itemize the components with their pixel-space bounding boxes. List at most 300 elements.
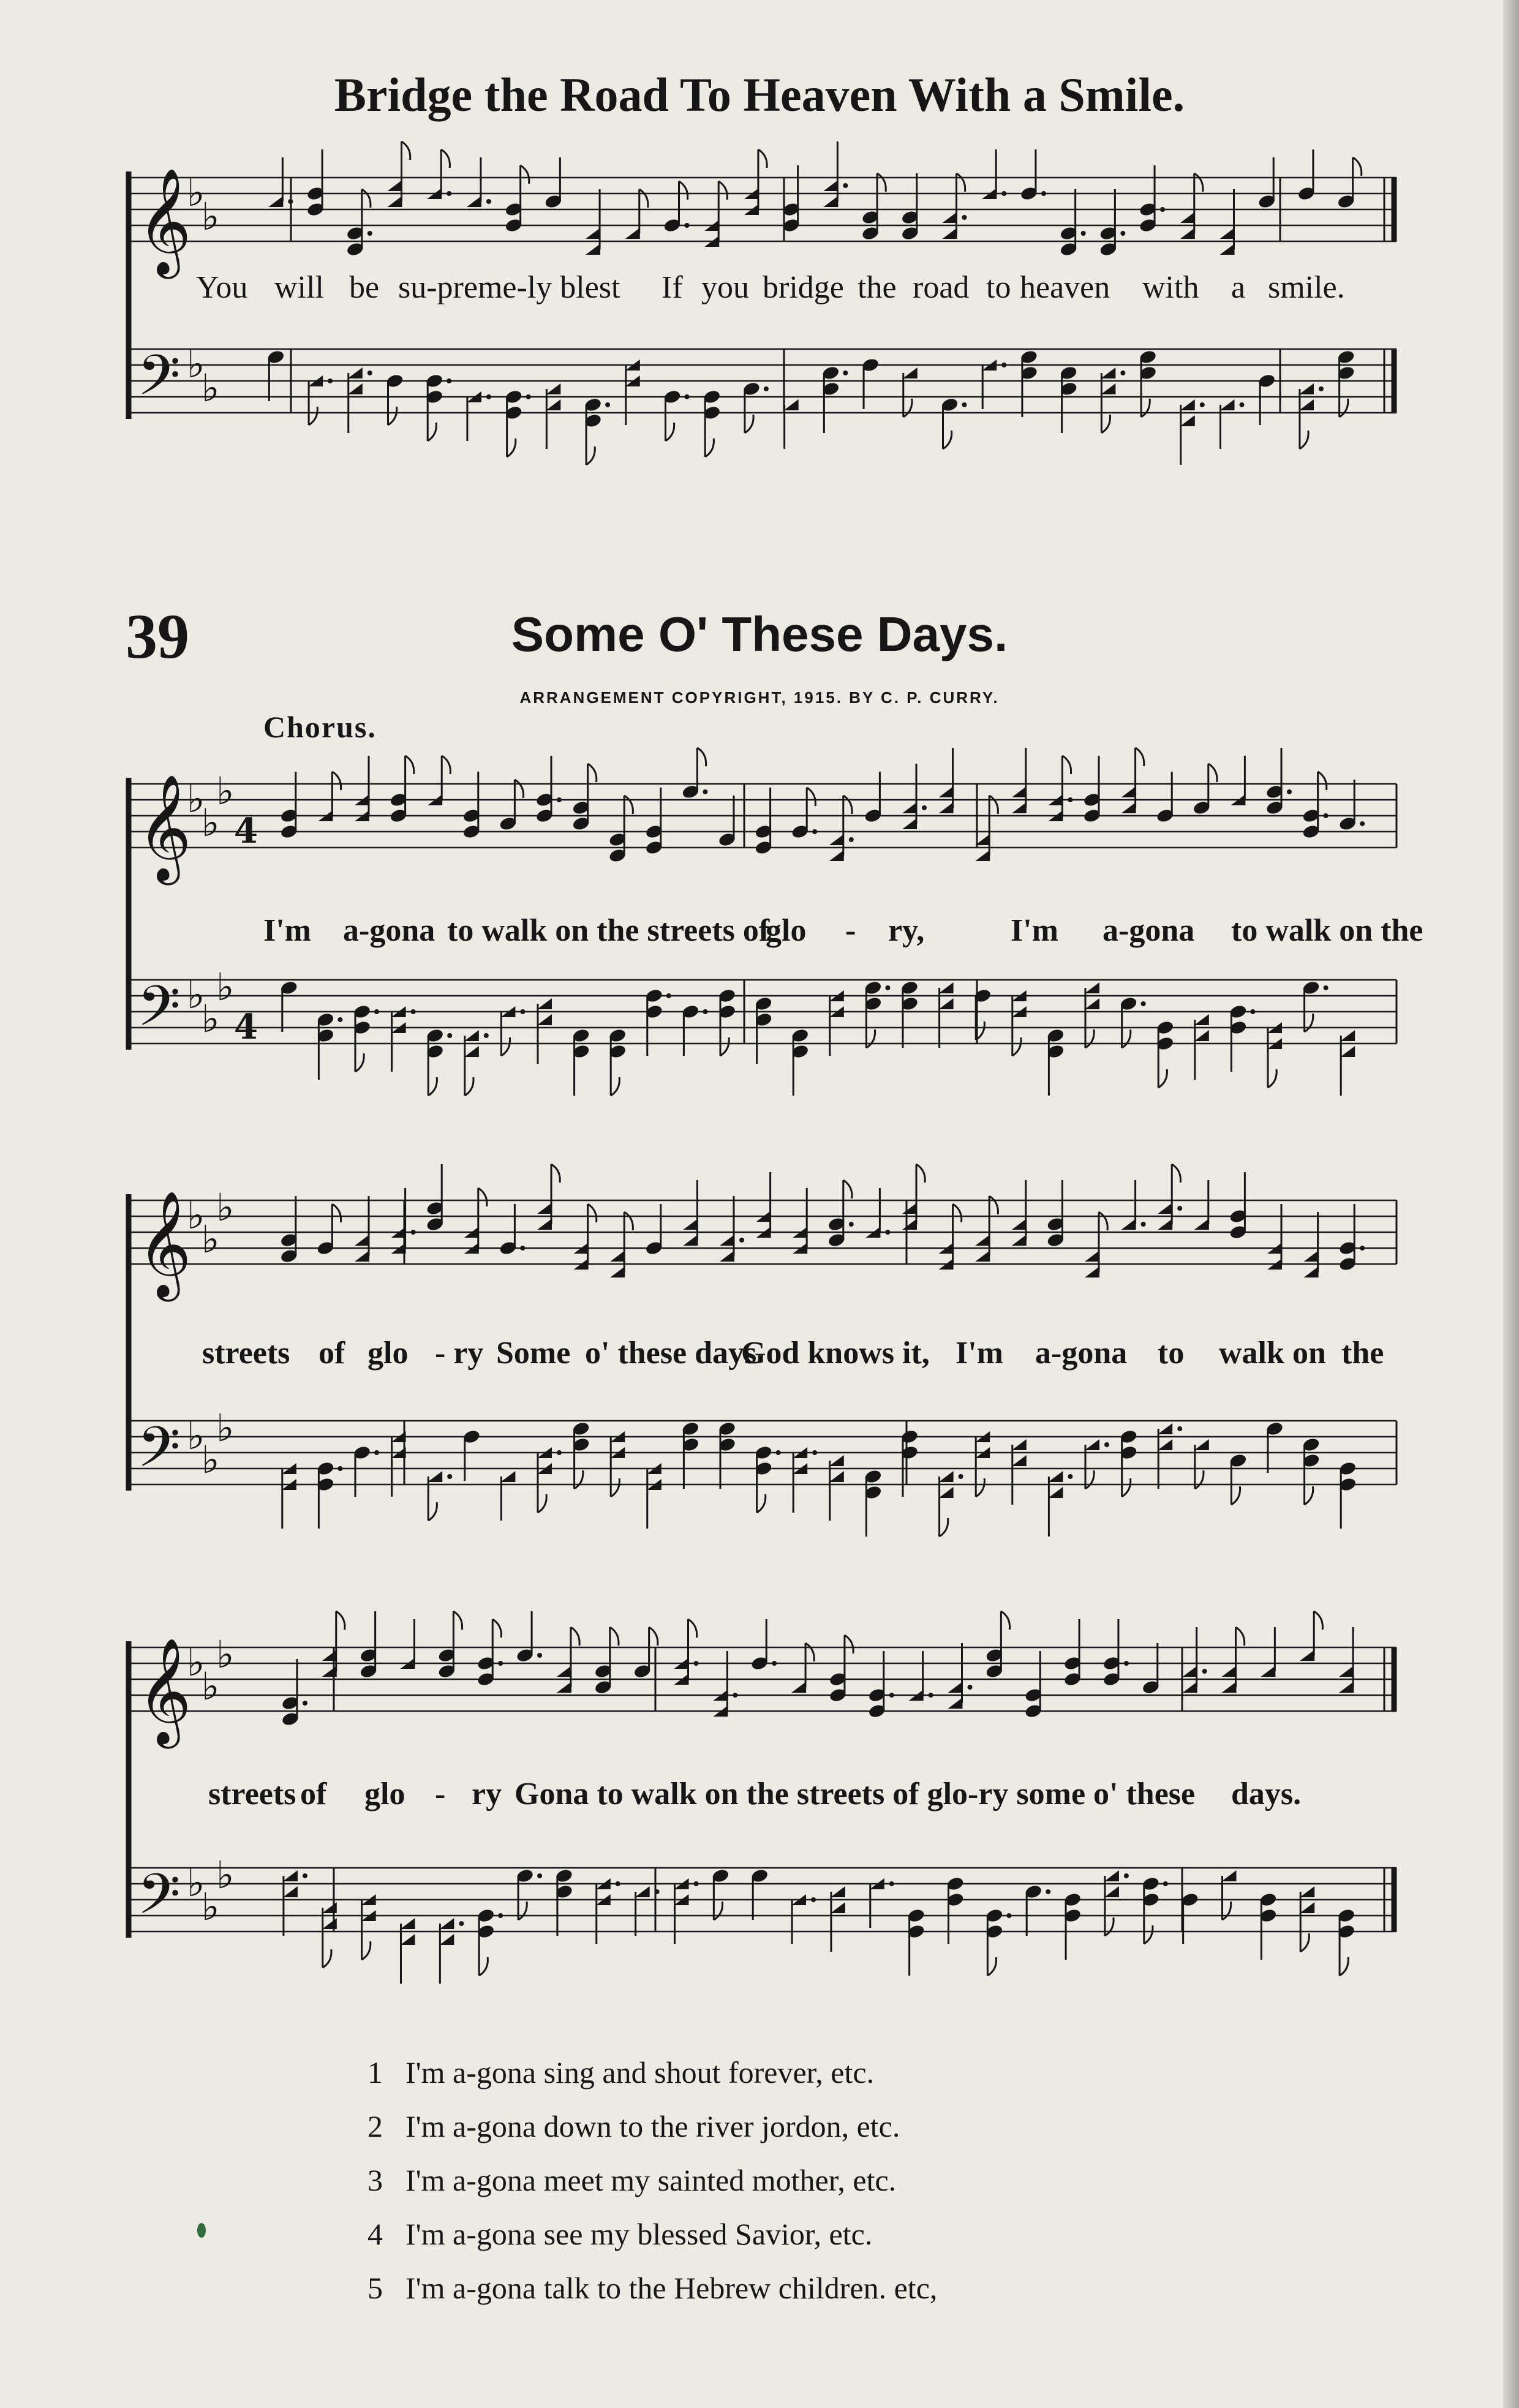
note-head <box>1183 1666 1197 1677</box>
dot <box>1068 797 1072 802</box>
music-system-3 <box>116 1176 1409 1556</box>
lyric-syllable: walk <box>1219 1336 1284 1371</box>
note-flag <box>336 1611 345 1630</box>
dot <box>889 1693 894 1698</box>
lyric-syllable: on <box>1292 1336 1326 1371</box>
dot <box>486 394 491 399</box>
note-flag <box>1158 1069 1167 1088</box>
flat-sign-icon: ♭ <box>187 1193 205 1238</box>
flat-sign-icon: ♭ <box>187 1640 205 1685</box>
note-head <box>902 1203 917 1214</box>
dot <box>1041 191 1046 196</box>
note-head <box>720 1235 734 1246</box>
note-head <box>1158 1423 1172 1434</box>
dot <box>1200 402 1205 407</box>
lyric-syllable: a-gona <box>343 913 435 948</box>
note-flag <box>405 756 414 774</box>
note-head <box>1012 802 1027 813</box>
lyric-syllable: a-gona <box>1035 1336 1128 1371</box>
note-head <box>1085 1439 1099 1450</box>
dot <box>811 1897 816 1902</box>
lyric-syllable: the <box>858 270 897 305</box>
note-head <box>537 998 552 1009</box>
flat-sign-icon: ♭ <box>187 973 205 1017</box>
note-head <box>467 196 481 207</box>
note-flag <box>1195 1470 1204 1489</box>
note-head <box>1194 1014 1209 1025</box>
dot <box>447 191 451 196</box>
lyric-syllable: to walk on the streets of <box>447 913 770 948</box>
note-head <box>401 1934 415 1945</box>
note-head <box>902 1219 917 1230</box>
dot <box>411 1230 416 1235</box>
dot <box>1360 821 1365 826</box>
dot <box>288 199 293 204</box>
note-flag <box>521 165 529 184</box>
note-flag <box>757 1494 766 1513</box>
note-flag <box>989 796 998 814</box>
treble-clef-icon: 𝄞 <box>137 168 192 274</box>
flat-sign-icon: ♭ <box>216 965 235 1009</box>
dot <box>1124 1873 1129 1878</box>
note-flag <box>624 1212 633 1230</box>
lyric-syllable: will <box>274 270 324 305</box>
lyric-syllable: smile. <box>1268 270 1345 305</box>
note-head <box>1121 802 1136 813</box>
dot <box>1120 231 1125 236</box>
dot <box>374 1009 379 1014</box>
note-flag <box>551 1164 560 1183</box>
note-head <box>401 1918 415 1929</box>
flat-sign-icon: ♭ <box>216 1853 235 1897</box>
note-flag <box>479 1957 488 1976</box>
note-head <box>939 1471 954 1482</box>
dot <box>849 1222 854 1227</box>
dot <box>447 378 451 383</box>
note-flag <box>807 788 815 806</box>
hymn-number: 39 <box>126 601 189 672</box>
note-flag <box>1136 748 1144 766</box>
dot <box>526 394 531 399</box>
note-head <box>902 818 917 829</box>
treble-clef-icon: 𝄞 <box>137 1191 192 1297</box>
section-label: Chorus. <box>263 710 377 744</box>
verse-text: I'm a-gona sing and shout forever, etc. <box>405 2055 875 2090</box>
note-flag <box>428 1077 437 1096</box>
note-head <box>823 196 838 207</box>
note-flag <box>1305 1014 1313 1032</box>
note-flag <box>843 796 852 814</box>
note-flag <box>718 181 727 200</box>
note-flag <box>877 173 886 192</box>
note-flag <box>402 141 410 160</box>
lyric-syllable: road <box>913 270 970 305</box>
copyright-notice: ARRANGEMENT COPYRIGHT, 1915. BY C. P. CURRY. <box>519 688 1000 707</box>
note-flag <box>1300 1933 1309 1952</box>
note-head <box>1121 786 1136 797</box>
lyric-syllable: glo <box>368 1336 409 1371</box>
lyric-syllable: you <box>701 270 749 305</box>
dot <box>1177 1426 1182 1431</box>
verse-number: 4 <box>368 2217 383 2251</box>
lyric-syllable: Gona to walk on the streets of glo-ry some o' these <box>514 1777 1196 1812</box>
note-flag <box>1318 772 1327 790</box>
note-head <box>439 1934 454 1945</box>
dot <box>885 985 890 990</box>
flat-sign-icon: ♭ <box>202 1884 220 1929</box>
note-head <box>586 244 600 255</box>
note-head <box>610 1251 625 1262</box>
note-head <box>903 367 918 378</box>
dot <box>885 1230 890 1235</box>
note-flag <box>866 1029 875 1048</box>
note-head <box>939 786 954 797</box>
dot <box>537 1873 542 1878</box>
note-flag <box>575 1470 583 1489</box>
note-flag <box>465 1077 473 1096</box>
flat-sign-icon: ♭ <box>202 1217 220 1262</box>
note-head <box>829 1471 844 1482</box>
note-head <box>546 399 560 410</box>
dot <box>1068 1474 1072 1479</box>
dot <box>328 378 333 383</box>
note-head <box>355 1235 369 1246</box>
treble-clef-icon: 𝄞 <box>137 774 192 881</box>
note-flag <box>571 1627 579 1646</box>
lyric-syllable: su-preme-ly blest <box>398 270 620 305</box>
note-head <box>1304 1266 1319 1277</box>
dot <box>1324 813 1329 818</box>
dot <box>1163 1881 1168 1886</box>
dot <box>685 394 690 399</box>
note-head <box>1194 1219 1209 1230</box>
lyric-syllable: to <box>1158 1336 1185 1371</box>
note-head <box>1180 415 1195 426</box>
note-head <box>1085 982 1099 993</box>
note-head <box>1299 399 1314 410</box>
note-flag <box>916 1164 925 1183</box>
note-head <box>1222 1682 1237 1693</box>
dot <box>1319 386 1324 391</box>
note-flag <box>666 423 674 441</box>
note-flag <box>1268 1069 1276 1088</box>
dot <box>666 993 671 998</box>
note-head <box>388 180 402 191</box>
note-head <box>829 1455 844 1466</box>
note-flag <box>538 1494 546 1513</box>
lyric-syllable: be <box>349 270 380 305</box>
dot <box>1006 1913 1011 1918</box>
verse-line <box>368 2045 937 2099</box>
flat-sign-icon: ♭ <box>202 1437 220 1482</box>
lyric-syllable: If <box>662 270 683 305</box>
ink-speck <box>197 2223 206 2238</box>
note-flag <box>1122 1029 1131 1048</box>
lyric-syllable: streets <box>202 1336 290 1371</box>
note-head <box>1085 1251 1099 1262</box>
lyric-syllable: I'm <box>263 913 311 948</box>
note-head <box>537 1014 552 1025</box>
note-flag <box>1353 157 1362 176</box>
time-signature: 4 <box>234 1007 258 1047</box>
note-head <box>1180 399 1195 410</box>
dot <box>1081 231 1086 236</box>
lyric-syllable: of <box>318 1336 345 1371</box>
note-flag <box>1340 1957 1348 1976</box>
dot <box>703 789 707 794</box>
note-flag <box>514 780 523 798</box>
note-flag <box>1141 399 1150 417</box>
music-system-4 <box>116 1623 1409 2003</box>
note-flag <box>1062 756 1071 774</box>
note-flag <box>501 1037 510 1056</box>
note-flag <box>309 407 317 425</box>
note-flag <box>1236 1627 1245 1646</box>
dot <box>739 1238 744 1243</box>
note-head <box>500 1471 515 1482</box>
note-head <box>1222 1870 1237 1881</box>
note-flag <box>1194 173 1203 192</box>
verse-line <box>368 2099 937 2153</box>
notation-staves <box>116 1623 1409 2003</box>
flat-sign-icon: ♭ <box>202 1664 220 1709</box>
note-head <box>829 834 844 845</box>
note-head <box>1104 1886 1119 1897</box>
dot <box>968 1685 973 1690</box>
dot <box>1250 1009 1255 1014</box>
note-flag <box>1099 1212 1107 1230</box>
verse-text: I'm a-gona meet my sainted mother, etc. <box>405 2163 897 2197</box>
dot <box>1001 191 1006 196</box>
note-flag <box>611 1478 619 1497</box>
flat-sign-icon: ♭ <box>187 1861 205 1905</box>
note-head <box>1085 1266 1099 1277</box>
note-head <box>635 1886 650 1897</box>
note-flag <box>987 1957 996 1976</box>
dot <box>776 1450 781 1455</box>
note-head <box>1220 244 1235 255</box>
note-head <box>1339 1666 1354 1677</box>
note-head <box>610 1266 625 1277</box>
lyric-syllable: - <box>435 1777 446 1812</box>
note-head <box>1339 1682 1354 1693</box>
note-head <box>355 1251 369 1262</box>
note-flag <box>428 423 436 441</box>
note-head <box>1340 1046 1355 1057</box>
note-head <box>1261 1666 1275 1677</box>
verse-number: 1 <box>368 2055 383 2090</box>
dot <box>498 1661 503 1666</box>
flat-sign-icon: ♭ <box>187 170 205 215</box>
verse-number: 5 <box>368 2271 383 2305</box>
dot <box>1177 1206 1182 1211</box>
note-head <box>939 802 954 813</box>
dot <box>616 1881 620 1886</box>
note-flag <box>845 1635 853 1654</box>
note-head <box>1158 1439 1172 1450</box>
dot <box>447 1033 452 1038</box>
lyric-syllable: with <box>1142 270 1199 305</box>
note-head <box>586 228 600 239</box>
note-head <box>537 1219 552 1230</box>
bass-clef-icon: 𝄢 <box>137 974 181 1052</box>
note-flag <box>441 149 450 168</box>
note-head <box>283 1886 298 1897</box>
dot <box>374 1450 379 1455</box>
note-head <box>1222 1666 1237 1677</box>
dot <box>889 1881 894 1886</box>
dot <box>849 837 854 842</box>
note-flag <box>1085 1470 1094 1489</box>
note-head <box>1158 1219 1172 1230</box>
note-flag <box>758 149 767 168</box>
lyric-syllable: glo <box>364 1777 405 1812</box>
lyric-syllable: ry <box>472 1777 502 1812</box>
note-head <box>1194 1030 1209 1041</box>
dot <box>812 829 817 834</box>
lyric-syllable: the <box>1341 1336 1384 1371</box>
bass-clef-icon: 𝄢 <box>137 343 181 421</box>
dot <box>1324 985 1329 990</box>
note-flag <box>507 438 516 457</box>
dot <box>843 183 848 188</box>
note-head <box>948 1698 963 1709</box>
verse-list <box>368 2045 937 2315</box>
treble-clef-icon: 𝄞 <box>137 1638 192 1744</box>
note-flag <box>355 1053 364 1072</box>
note-flag <box>1105 1917 1114 1936</box>
note-head <box>831 1886 845 1897</box>
note-head <box>1194 1439 1209 1450</box>
note-head <box>943 212 957 223</box>
note-flag <box>720 1037 729 1056</box>
dot <box>459 1921 464 1926</box>
time-signature: 4 <box>234 811 258 851</box>
note-flag <box>1101 415 1110 433</box>
verse-number: 2 <box>368 2109 383 2143</box>
note-flag <box>953 1204 962 1222</box>
note-head <box>829 850 844 861</box>
note-head <box>975 850 990 861</box>
dot <box>1287 789 1292 794</box>
note-flag <box>1001 1611 1009 1630</box>
note-head <box>1012 1219 1027 1230</box>
lyric-syllable: o' these days <box>585 1336 757 1371</box>
note-head <box>1048 1487 1063 1498</box>
note-head <box>557 1682 571 1693</box>
note-head <box>1101 383 1115 394</box>
lyric-syllable: ry, <box>888 913 925 948</box>
verse-line <box>368 2207 937 2261</box>
note-head <box>1304 1251 1319 1262</box>
note-flag <box>388 407 397 425</box>
notation-staves <box>116 153 1409 472</box>
note-flag <box>588 1204 597 1222</box>
flat-sign-icon: ♭ <box>187 777 205 821</box>
note-head <box>464 1030 479 1041</box>
dot <box>368 231 372 236</box>
lyric-syllable: a <box>1231 270 1246 305</box>
verse-text: I'm a-gona see my blessed Savior, etc. <box>405 2217 873 2251</box>
dot <box>1120 371 1125 375</box>
note-flag <box>805 1643 814 1661</box>
note-head <box>1101 367 1115 378</box>
note-head <box>439 1918 454 1929</box>
note-head <box>348 383 363 394</box>
note-head <box>791 1682 806 1693</box>
note-head <box>1220 228 1235 239</box>
note-head <box>268 196 283 207</box>
note-head <box>683 1235 698 1246</box>
dot <box>411 1009 416 1014</box>
note-head <box>831 1902 845 1913</box>
dot <box>1160 207 1165 212</box>
dot <box>1240 402 1245 407</box>
note-flag <box>362 189 371 208</box>
dot <box>1046 1889 1050 1894</box>
dot <box>733 1693 737 1698</box>
flat-sign-icon: ♭ <box>202 996 220 1041</box>
note-head <box>464 1046 479 1057</box>
note-head <box>625 228 640 239</box>
dot <box>694 1881 699 1886</box>
verse-text: I'm a-gona down to the river jordon, etc. <box>405 2109 900 2143</box>
lyric-syllable: bridge <box>763 270 844 305</box>
flat-sign-icon: ♭ <box>187 342 205 386</box>
verse-line <box>368 2261 937 2315</box>
lyric-syllable: You <box>196 270 248 305</box>
note-flag <box>1122 1478 1131 1497</box>
music-system-1 <box>116 153 1409 472</box>
lyric-syllable: God knows it, <box>741 1336 930 1371</box>
dot <box>1124 1661 1129 1666</box>
verse-line <box>368 2153 937 2207</box>
note-flag <box>649 1627 658 1646</box>
note-head <box>1299 383 1314 394</box>
dot <box>962 215 967 220</box>
note-flag <box>332 772 341 790</box>
bass-clef-icon: 𝄢 <box>137 1415 181 1493</box>
note-flag <box>989 1196 998 1214</box>
dot <box>962 402 967 407</box>
note-flag <box>705 438 714 457</box>
dot <box>447 1474 452 1479</box>
lyric-syllable: heaven <box>1020 270 1110 305</box>
lyric-syllable: to <box>986 270 1011 305</box>
dot <box>303 1873 307 1878</box>
lyric-syllable: days. <box>1231 1777 1302 1812</box>
dot <box>959 1474 963 1479</box>
dot <box>1202 1669 1207 1674</box>
note-flag <box>1085 1029 1094 1048</box>
lyric-syllable: - <box>845 913 856 948</box>
note-flag <box>332 1204 341 1222</box>
dot <box>484 1033 489 1038</box>
note-head <box>975 1251 990 1262</box>
dot <box>703 1009 707 1014</box>
dot <box>1104 1442 1109 1447</box>
note-head <box>1300 1650 1314 1661</box>
note-flag <box>697 748 706 766</box>
lyric-syllable: - ry <box>435 1336 484 1371</box>
verse-text: I'm a-gona talk to the Hebrew children. etc, <box>405 2271 938 2305</box>
page-edge <box>1503 0 1519 2408</box>
flat-sign-icon: ♭ <box>216 769 235 813</box>
note-head <box>1300 1902 1314 1913</box>
note-flag <box>714 1902 722 1920</box>
note-flag <box>903 399 912 417</box>
dot <box>557 797 562 802</box>
